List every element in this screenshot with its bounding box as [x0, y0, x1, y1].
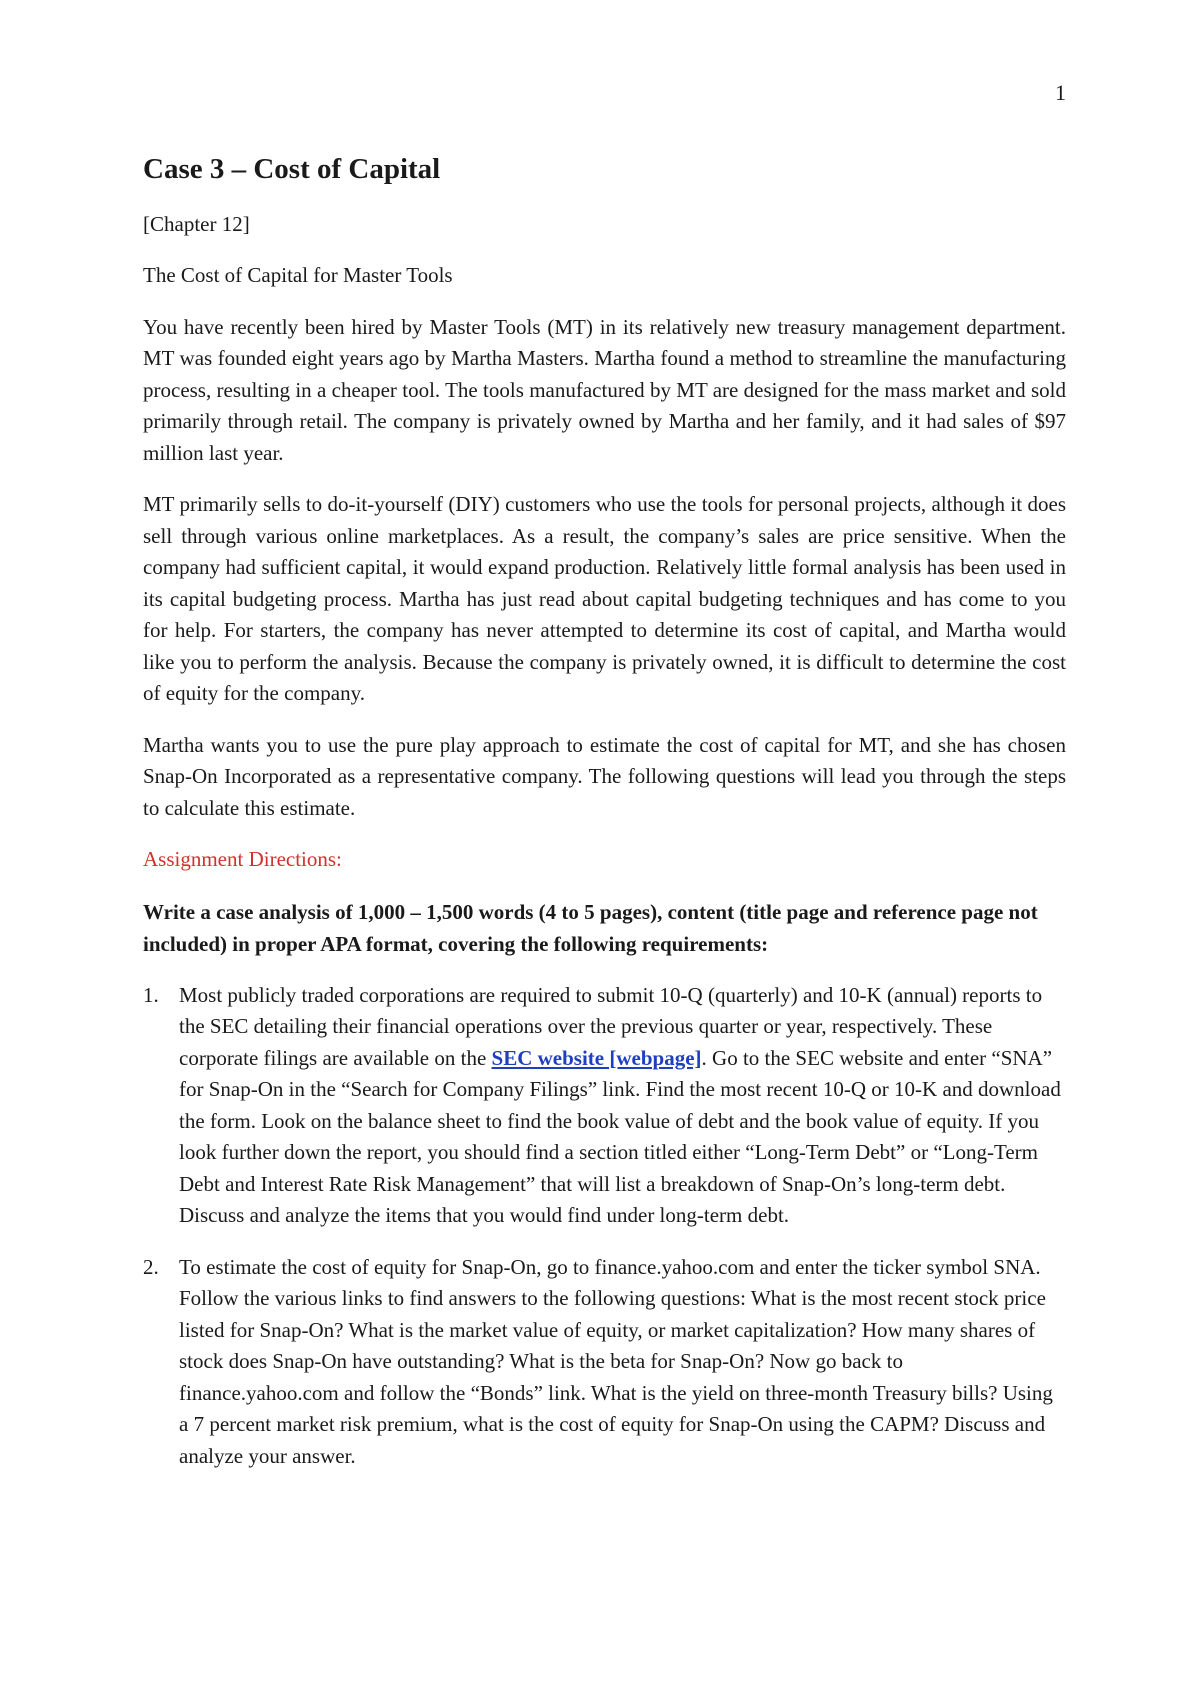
requirement-item-1 [143, 980, 1066, 1232]
intro-paragraph-3: Martha wants you to use the pure play approach to estimate the cost of capital for MT, and she has chosen Snap-On Incorporated as a representative company. The following questions will lead you through the steps to calculate this estimate. [143, 732, 1066, 820]
requirement-number: 1. [143, 982, 159, 1007]
requirement-text-after-link: . Go to the SEC website and enter “SNA” for Snap-On in the “Search for Company Filings” link. Find the most recent 10-Q or 10-K and download the form. Look on the balance sheet to find the book value of debt and the book value of equity. If you look further down the report, you should find a section titled either “Long-Term Debt” or “Long-Term Debt and Interest Rate Risk Management” that will list a breakdown of Snap-On’s long-term debt. Discuss and analyze the items that you would find under long-term debt. [179, 1045, 1061, 1228]
assignment-directions-text: Write a case analysis of 1,000 – 1,500 words (4 to 5 pages), content (title page and reference page not included) in proper APA format, covering the following requirements: [143, 899, 1038, 956]
sec-website-link[interactable]: SEC website [webpage] [491, 1045, 702, 1070]
requirement-text: To estimate the cost of equity for Snap-On, go to finance.yahoo.com and enter the ticker symbol SNA. Follow the various links to find answers to the following questions: What is the most recent stock price listed for Snap-On? What is the market value of equity, or market capitalization? How many shares of stock does Snap-On have outstanding? What is the beta for Snap-On? Now go back to finance.yahoo.com and follow the “Bonds” link. What is the yield on three-month Treasury bills? Using a 7 percent market risk premium, what is the cost of equity for Snap-On using the CAPM? Discuss and analyze your answer. [179, 1254, 1053, 1468]
document-body [143, 152, 1066, 1492]
intro-paragraph-2: MT primarily sells to do-it-yourself (DIY) customers who use the tools for personal projects, although it does sell through various online marketplaces. As a result, the company’s sales are price sensitive. When the company had sufficient capital, it would expand production. Relatively little formal analysis has been used in its capital budgeting process. Martha has just read about capital budgeting techniques and has come to you for help. For starters, the company has never attempted to determine its cost of capital, and Martha would like you to perform the analysis. Because the company is privately owned, it is difficult to determine the cost of equity for the company. [143, 492, 1066, 706]
requirement-number: 2. [143, 1254, 159, 1279]
page-number: 1 [1055, 80, 1066, 105]
case-title: Case 3 – Cost of Capital [143, 153, 441, 185]
intro-paragraph-1: You have recently been hired by Master Tools (MT) in its relatively new treasury management department. MT was founded eight years ago by Martha Masters. Martha found a method to streamline the manufacturing process, resulting in a cheaper tool. The tools manufactured by MT are designed for the mass market and sold primarily through retail. The company is privately owned by Martha and her family, and it had sales of $97 million last year. [143, 314, 1066, 465]
requirement-text-before-link: Most publicly traded corporations are required to submit 10-Q (quarterly) and 10-K (annual) reports to the SEC detailing their financial operations over the previous quarter or year, respectively. These corporate filings are available on the [179, 982, 1043, 1070]
assignment-directions-heading: Assignment Directions: [143, 847, 342, 872]
requirements-list [143, 980, 1066, 1473]
case-subtitle: The Cost of Capital for Master Tools [143, 263, 453, 288]
chapter-reference: [Chapter 12] [143, 211, 250, 236]
requirement-item-2 [143, 1252, 1066, 1473]
